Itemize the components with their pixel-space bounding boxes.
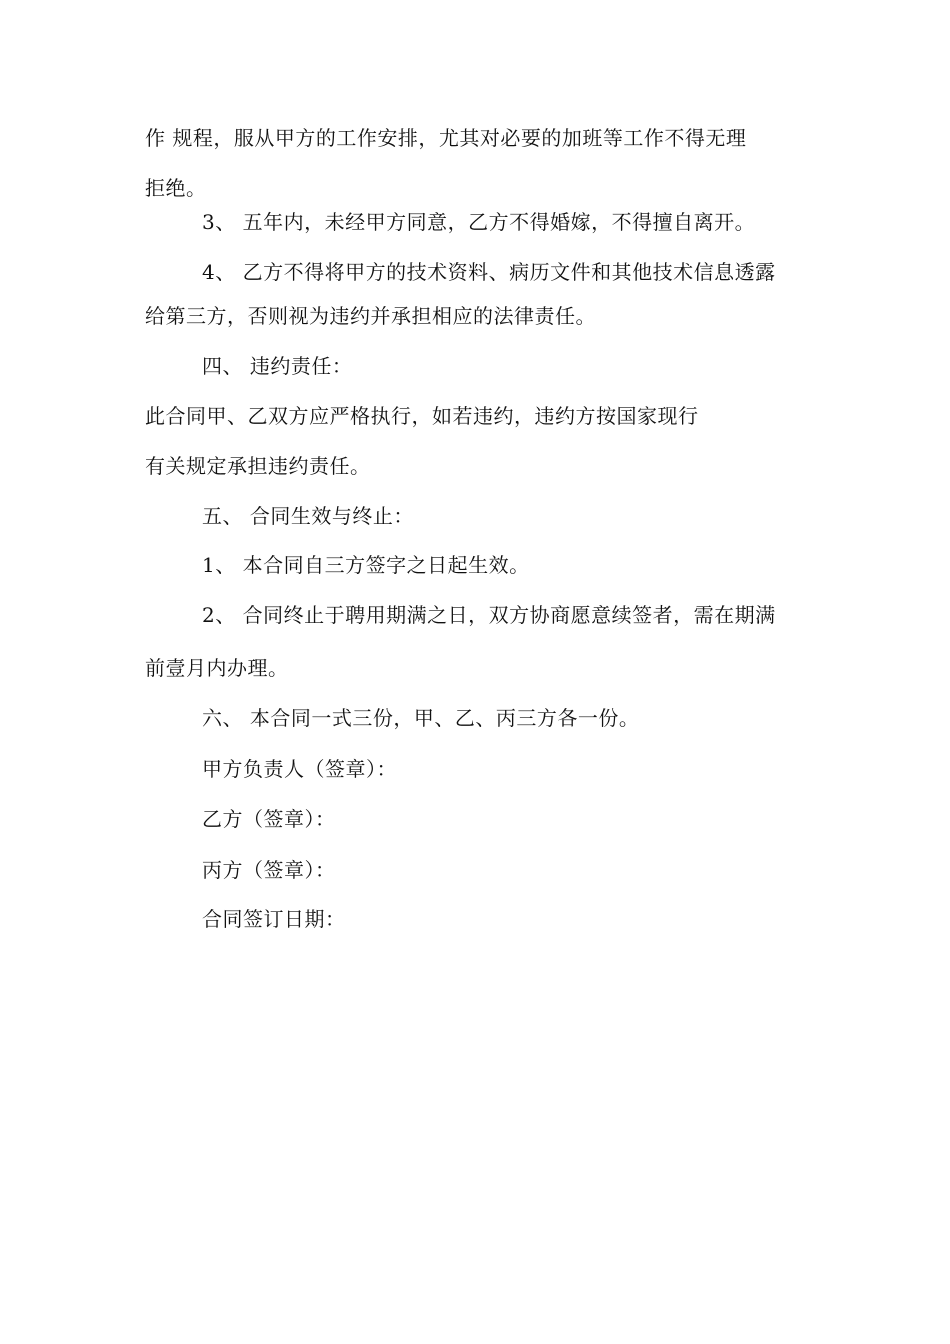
- section-heading-effect: 五、 合同生效与终止：: [202, 504, 414, 528]
- paragraph-line: 作 规程，服从甲方的工作安排，尤其对必要的加班等工作不得无理: [145, 126, 747, 150]
- paragraph-line: 前壹月内办理。: [145, 656, 289, 680]
- paragraph-line: 给第三方，否则视为违约并承担相应的法律责任。: [145, 304, 596, 328]
- section-heading-copies: 六、 本合同一式三份，甲、乙、丙三方各一份。: [202, 706, 640, 730]
- clause-3: 3、 五年内，未经甲方同意，乙方不得婚嫁，不得擅自离开。: [202, 210, 756, 234]
- paragraph-line: 此合同甲、乙双方应严格执行，如若违约，违约方按国家现行: [145, 404, 699, 428]
- clause-4: 4、 乙方不得将甲方的技术资料、病历文件和其他技术信息透露: [202, 260, 776, 284]
- clause-2: 2、 合同终止于聘用期满之日，双方协商愿意续签者，需在期满: [202, 603, 776, 627]
- paragraph-line: 有关规定承担违约责任。: [145, 454, 371, 478]
- signing-date: 合同签订日期：: [202, 907, 346, 931]
- section-heading-breach: 四、 违约责任：: [202, 354, 353, 378]
- signature-party-a: 甲方负责人（签章）：: [202, 757, 397, 781]
- paragraph-line: 拒绝。: [145, 176, 207, 200]
- signature-party-b: 乙方（签章）：: [202, 807, 336, 831]
- clause-1: 1、 本合同自三方签字之日起生效。: [202, 553, 530, 577]
- signature-party-c: 丙方（签章）：: [202, 858, 336, 882]
